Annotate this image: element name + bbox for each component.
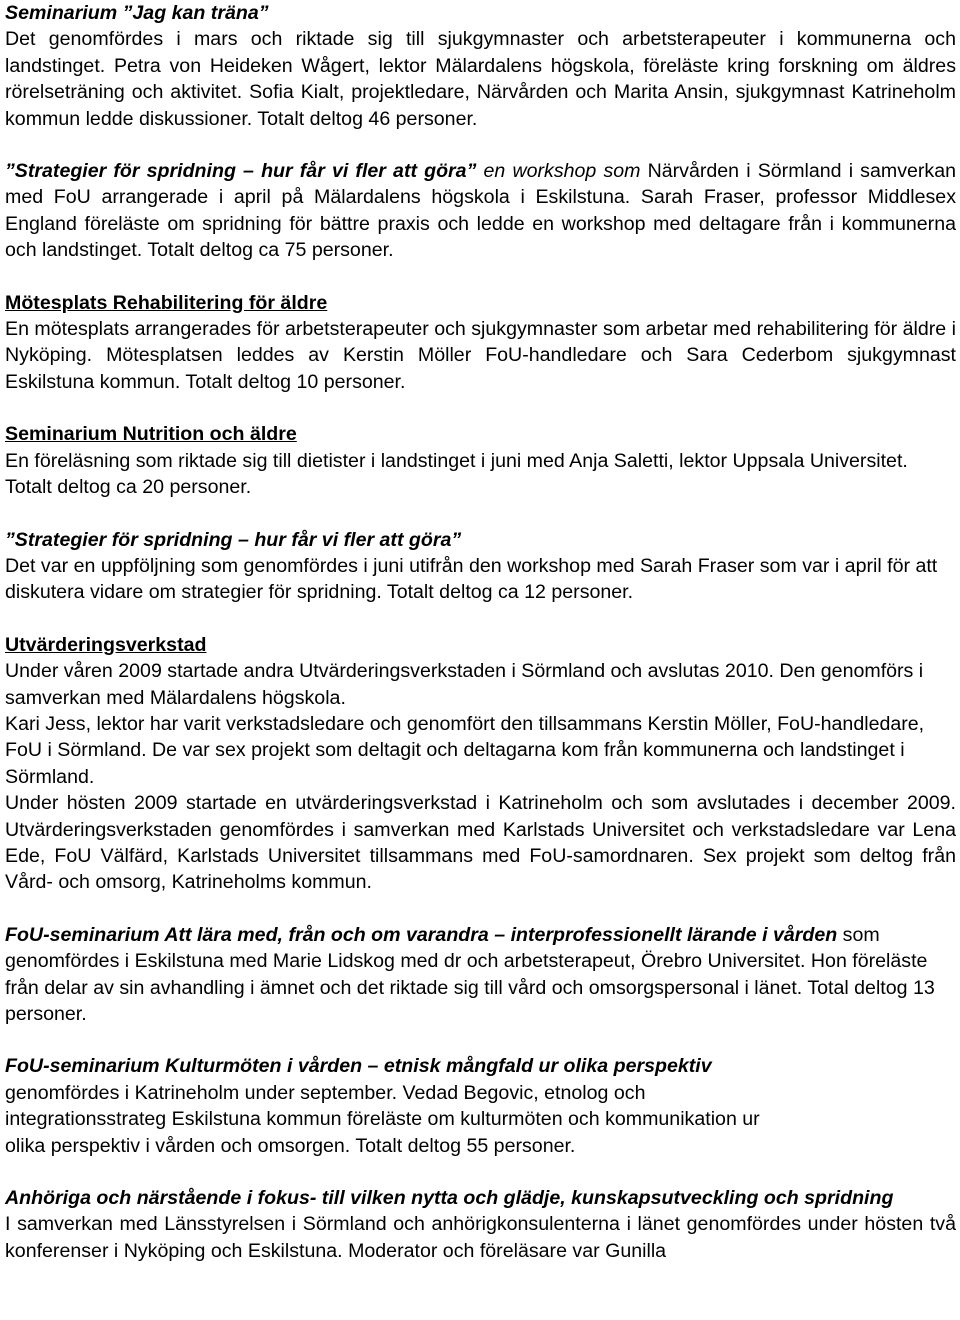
section-title-tail: en workshop som [476, 160, 641, 183]
section-text: som genomfördes i Eskilstuna med Marie Lidskog med dr och arbetsterapeut, Örebro Universitet. Hon föreläste från delar av sin avhandling i ämnet och det riktade sig till vård och omsorgspersonal i länet. Total deltog 13 personer. [5, 923, 935, 1025]
section-title: FoU-seminarium Kulturmöten i vården – etnisk mångfald ur olika perspektiv [5, 1055, 712, 1078]
section-title: FoU-seminarium Att lära med, från och om varandra – interprofessionellt lärande i vården [5, 923, 838, 946]
section-title: Anhöriga och närstående i fokus- till vilken nytta och glädje, kunskapsutveckling och spridning [5, 1187, 894, 1210]
section-body: Det var en uppföljning som genomfördes i juni utifrån den workshop med Sarah Fraser som var i april för att diskutera vidare om strategier för spridning. Totalt deltog ca 12 personer. [5, 554, 938, 604]
section-body: En mötesplats arrangerades för arbetsterapeuter och sjukgymnaster som arbetar med rehabilitering för äldre i Nyköping. Mötesplatsen leddes av Kerstin Möller FoU-handledare och Sara Cederbom sjukgymnast Eskilstuna kommun. Totalt deltog 10 personer. [5, 318, 956, 393]
section-utvarderingsverkstad [5, 632, 956, 896]
section-body: Det genomfördes i mars och riktade sig till sjukgymnaster och arbetsterapeuter i kommunerna och landstinget. Petra von Heideken Wågert, lektor Mälardalens högskola, föreläste kring forskning om äldres rörelseträning och aktivitet. Sofia Kialt, projektledare, Närvården och Marita Ansin, sjukgymnast Katrineholm kommun ledde diskussioner. Totalt deltog 46 personer. [5, 28, 956, 130]
section-paragraph-3: Under hösten 2009 startade en utvärderingsverkstad i Katrineholm och som avslutades i december 2009. Utvärderingsverkstaden genomfördes i samverkan med Karlstads Universitet och verkstadsledare var Lena Ede, FoU Välfärd, Karlstads Universitet tillsammans med FoU-samordnaren. Sex projekt som deltog från Vård- och omsorg, Katrineholms kommun. [5, 792, 956, 894]
section-body [5, 922, 956, 1028]
section-paragraph-1: Under våren 2009 startade andra Utvärderingsverkstaden i Sörmland och avslutas 2010. Den genomförs i samverkan med Mälardalens högskola. [5, 660, 924, 709]
section-title: Utvärderingsverkstad [5, 633, 207, 656]
section-line-1: genomfördes i Katrineholm under september. Vedad Begovic, etnolog och [5, 1081, 646, 1104]
section-title: ”Strategier för spridning – hur får vi fler att göra” [5, 160, 477, 183]
section-strategier-uppfoljning [5, 527, 956, 606]
section-body: En föreläsning som riktade sig till dietister i landstinget i juni med Anja Saletti, lektor Uppsala Universitet. Totalt deltog ca 20 personer. [5, 449, 908, 499]
section-fou-seminarium-att-lara [5, 922, 956, 1028]
section-fou-seminarium-kulturmoten [5, 1053, 956, 1159]
section-paragraph-2: Kari Jess, lektor har varit verkstadsledare och genomfört den tillsammans Kerstin Möller, FoU-handledare, FoU i Sörmland. De var sex projekt som deltagit och deltagarna kom från kommunerna och landstinget i Sörmland. [5, 712, 925, 788]
section-text: Närvården i Sörmland i samverkan med FoU arrangerade i april på Mälardalens högskola i Eskilstuna. Sarah Fraser, professor Middlesex England föreläste om spridning för bättre praxis och ledde en workshop med deltagare från i kommunerna och landstinget. Totalt deltog ca 75 personer. [5, 160, 957, 262]
section-title: Seminarium Nutrition och äldre [5, 423, 297, 446]
section-line-3: olika perspektiv i vården och omsorgen. Totalt deltog 55 personer. [5, 1134, 576, 1157]
section-motesplats-rehabilitering [5, 290, 956, 396]
section-line-2: integrationsstrateg Eskilstuna kommun föreläste om kulturmöten och kommunikation ur [5, 1108, 760, 1131]
section-title: Seminarium ”Jag kan träna” [5, 2, 269, 24]
section-strategier-workshop [5, 158, 956, 264]
section-title: Mötesplats Rehabilitering för äldre [5, 291, 328, 314]
section-body: I samverkan med Länsstyrelsen i Sörmland och anhörigkonsulenterna i länet genomfördes under hösten två konferenser i Nyköping och Eskilstuna. Moderator och föreläsare var Gunilla [5, 1213, 956, 1262]
section-seminarium-nutrition [5, 421, 956, 500]
section-anhoriga-narstaende [5, 1185, 956, 1264]
section-body [5, 158, 956, 264]
section-title: ”Strategier för spridning – hur får vi fler att göra” [5, 528, 462, 551]
section-seminarium-jag-kan-trana [5, 0, 956, 132]
